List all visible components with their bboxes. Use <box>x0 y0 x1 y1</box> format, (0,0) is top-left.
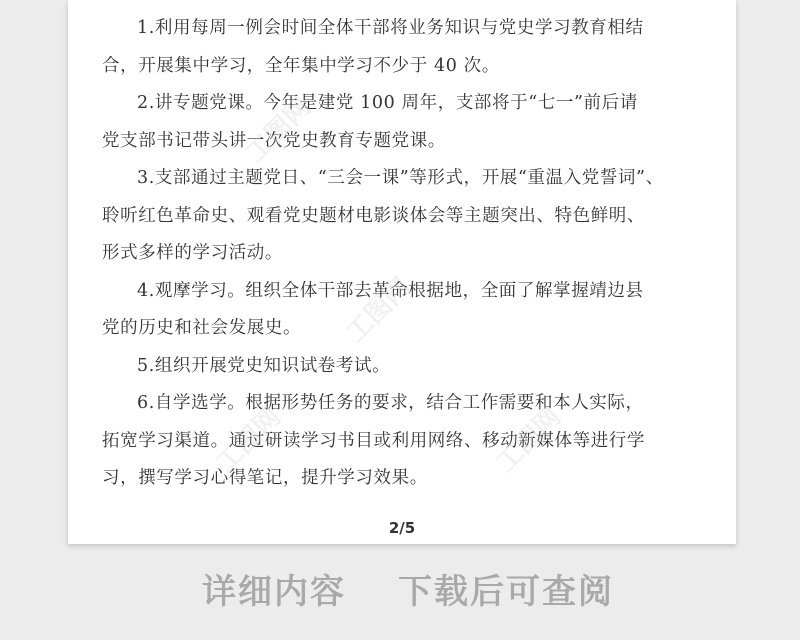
paragraph-line: 6.自学选学。根据形势任务的要求，结合工作需要和本人实际， <box>137 393 644 413</box>
paragraph-1 <box>102 10 698 85</box>
paragraph-line: 2.讲专题党课。今年是建党 100 周年，支部将于“七一”前后请 <box>137 93 638 113</box>
bottom-action-bar <box>0 556 800 616</box>
document-body <box>102 10 698 498</box>
paragraph-line: 形式多样的学习活动。 <box>102 243 283 263</box>
watermark: 工图网 <box>240 92 317 169</box>
paragraph-6 <box>102 385 698 498</box>
paragraph-line: 1.利用每周一例会时间全体干部将业务知识与党史学习教育相结 <box>137 18 644 38</box>
paragraph-line: 拓宽学习渠道。通过研读学习书目或利用网络、移动新媒体等进行学 <box>102 430 645 451</box>
paragraph-3 <box>102 160 698 273</box>
paragraph-line: 聆听红色革命史、观看党史题材电影谈体会等主题突出、特色鲜明、 <box>102 205 645 226</box>
paragraph-line: 习，撰写学习心得笔记，提升学习效果。 <box>102 468 428 488</box>
paragraph-line: 5.组织开展党史知识试卷考试。 <box>137 355 391 376</box>
download-to-view-button[interactable]: 下载后可查阅 <box>398 572 614 612</box>
paragraph-line: 合，开展集中学习，全年集中学习不少于 40 次。 <box>102 55 500 76</box>
paragraph-line: 3.支部通过主题党日、“三会一课”等形式，开展“重温入党誓词”、 <box>137 168 664 188</box>
watermark: 工图网 <box>340 272 417 349</box>
watermark: 工图网 <box>490 402 567 479</box>
paragraph-line: 党支部书记带头讲一次党史教育专题党课。 <box>102 130 446 151</box>
page-number: 2/5 <box>388 519 416 537</box>
paragraph-5 <box>102 348 698 386</box>
document-page <box>68 0 736 544</box>
paragraph-line: 党的历史和社会发展史。 <box>102 318 302 338</box>
watermark: 工图网 <box>210 402 287 479</box>
paragraph-4 <box>102 273 698 348</box>
paragraph-line: 4.观摩学习。组织全体干部去革命根据地，全面了解掌握靖边县 <box>137 280 644 301</box>
paragraph-2 <box>102 85 698 160</box>
detail-button[interactable]: 详细内容 <box>202 572 346 612</box>
